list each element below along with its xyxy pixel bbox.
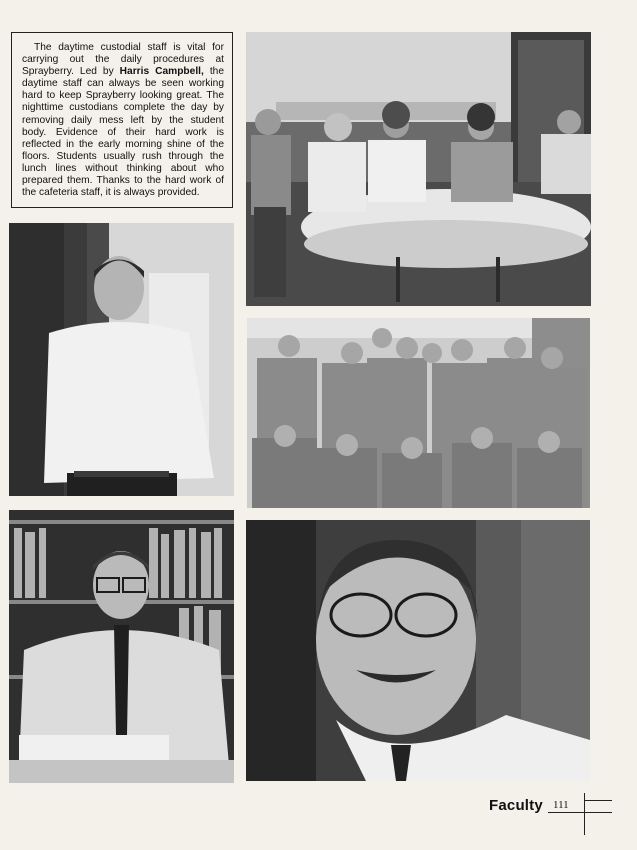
photo-cafeteria-staff-group <box>247 318 590 508</box>
caption-highlighted-name: Harris Campbell, <box>119 66 204 78</box>
footer-rule-middle <box>584 812 612 813</box>
caption-text-end: the daytime staff can always be seen working hard to keep Sprayberry looking great. The nighttime custodians complete the day by removing daily mess left by the student body. Evidence of their hard work is reflected in the early morning shine of the floors. Students usually rush through the lunch lines without thinking about who prepared them. Thanks to the hard work of the cafeteria staff, it is always provided. <box>22 66 224 199</box>
footer-rule-top <box>584 800 612 801</box>
caption-text-block <box>11 32 233 208</box>
footer-rule-left <box>548 812 584 813</box>
page-number: 111 <box>553 799 569 811</box>
photo-man-reading-at-bookshelf <box>9 510 234 783</box>
caption-text-start: The daytime custodial staff is vital for carrying out the daily procedures at Sprayberry. Led by <box>22 42 224 78</box>
photo-staff-at-table <box>246 32 591 306</box>
section-label: Faculty <box>489 797 543 814</box>
photo-man-in-white-shirt <box>9 223 234 496</box>
photo-smiling-man-with-glasses <box>246 520 590 781</box>
